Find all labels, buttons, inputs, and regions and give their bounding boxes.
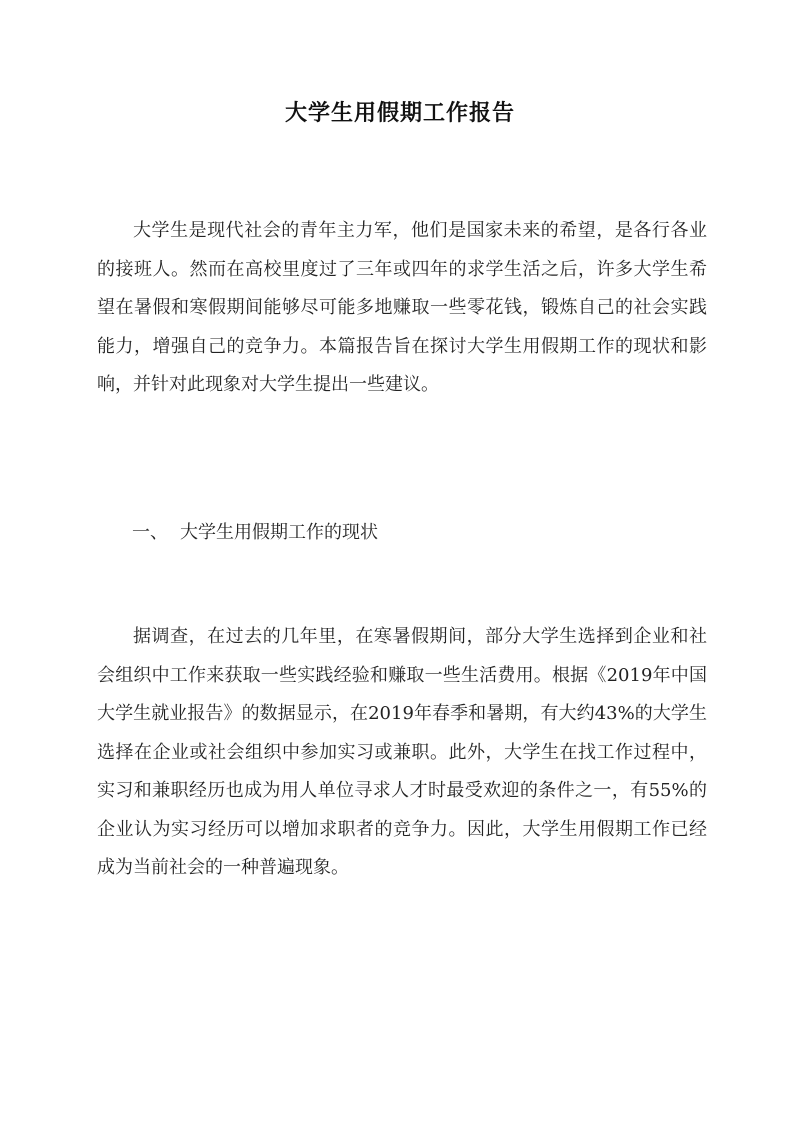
section-heading [132,518,378,548]
section-body-paragraph: 据调查，在过去的几年里，在寒暑假期间，部分大学生选择到企业和社会组织中工作来获取一些实践经验和赚取一些生活费用。根据《2019年中国大学生就业报告》的数据显示，在2019年春季和暑期，有大约43%的大学生选择在企业或社会组织中参加实习或兼职。此外，大学生在找工作过程中，实习和兼职经历也成为用人单位寻求人才时最受欢迎的条件之一，有55%的企业认为实习经历可以增加求职者的竞争力。因此，大学生用假期工作已经成为当前社会的一种普遍现象。 [97,626,707,878]
document-title: 大学生用假期工作报告 [284,100,515,126]
intro-paragraph: 大学生是现代社会的青年主力军，他们是国家未来的希望，是各行各业的接班人。然而在高校里度过了三年或四年的求学生活之后，许多大学生希望在暑假和寒假期间能够尽可能多地赚取一些零花钱，锻炼自己的社会实践能力，增强自己的竞争力。本篇报告旨在探讨大学生用假期工作的现状和影响，并针对此现象对大学生提出一些建议。 [97,220,707,395]
section-number: 一、 [132,522,168,543]
section-heading-text: 大学生用假期工作的现状 [180,522,378,543]
